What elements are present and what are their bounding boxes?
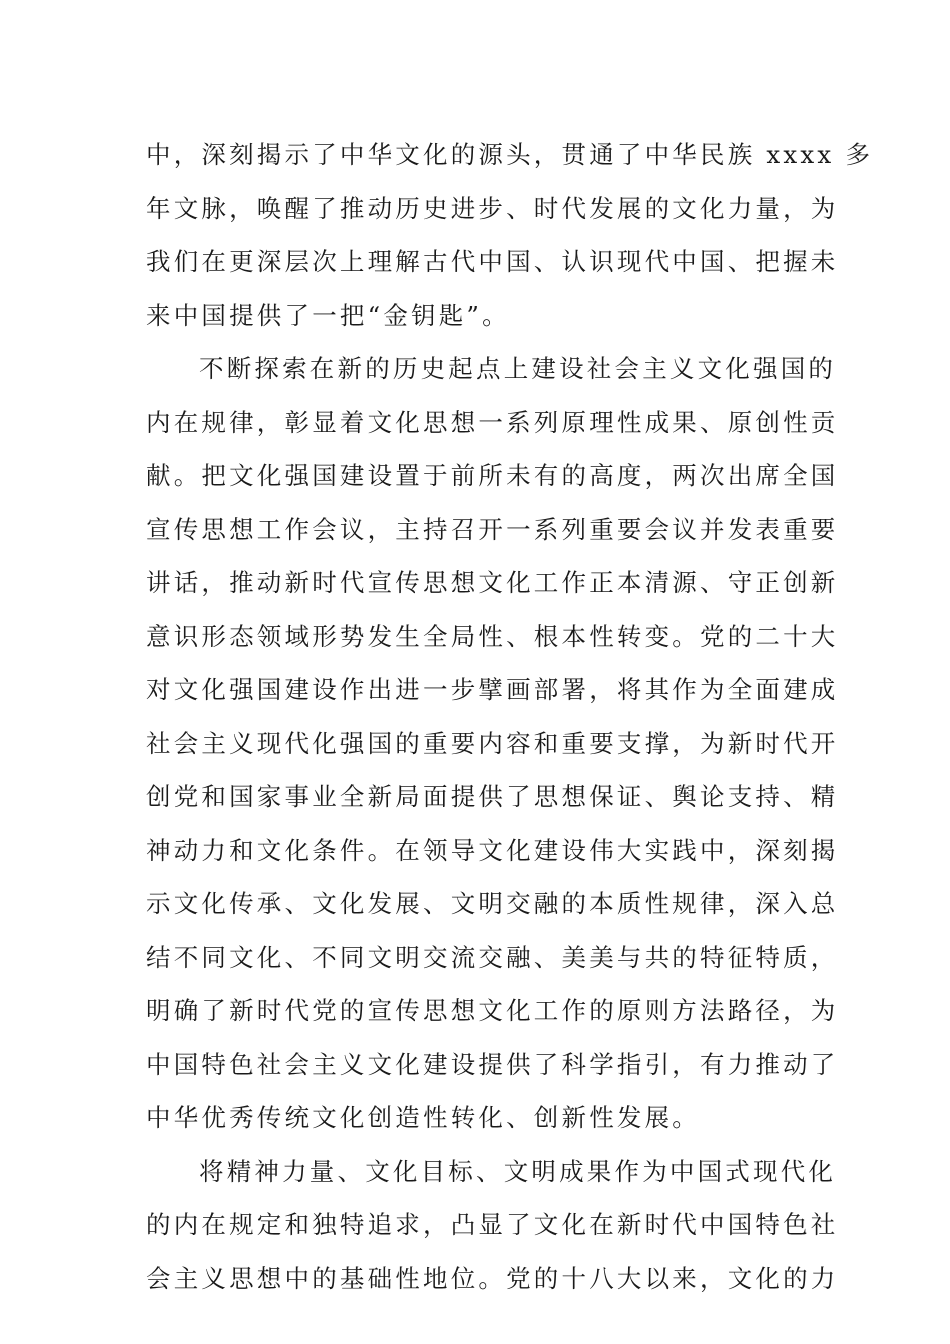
text-line: 中，深刻揭示了中华文化的源头，贯通了中华民族 xxxx 多 xyxy=(146,140,874,169)
text-line: 意识形态领域形势发生全局性、根本性转变。党的二十大 xyxy=(146,621,839,651)
text-line: 结不同文化、不同文明交流交融、美美与共的特征特质， xyxy=(146,942,839,972)
text-line: 内在规律，彰显着文化思想一系列原理性成果、原创性贡 xyxy=(146,407,839,437)
paragraph-2 xyxy=(146,342,839,1145)
document-body xyxy=(146,128,874,1305)
paragraph-3 xyxy=(146,1145,839,1306)
text-line: 中国特色社会主义文化建设提供了科学指引，有力推动了 xyxy=(146,1049,839,1079)
text-line: 会主义思想中的基础性地位。党的十八大以来，文化的力 xyxy=(146,1263,839,1293)
text-line: 示文化传承、文化发展、文明交融的本质性规律，深入总 xyxy=(146,889,839,918)
text-line: 我们在更深层次上理解古代中国、认识现代中国、把握未 xyxy=(146,247,839,276)
text-line: 年文脉，唤醒了推动历史进步、时代发展的文化力量，为 xyxy=(146,193,839,223)
text-line: 对文化强国建设作出进一步擘画部署，将其作为全面建成 xyxy=(146,675,839,704)
text-line: 将精神力量、文化目标、文明成果作为中国式现代化 xyxy=(199,1156,837,1186)
text-line: 献。把文化强国建设置于前所未有的高度，两次出席全国 xyxy=(146,461,839,490)
text-line: 明确了新时代党的宣传思想文化工作的原则方法路径，为 xyxy=(146,996,839,1025)
paragraph-1 xyxy=(146,128,874,342)
text-line: 神动力和文化条件。在领导文化建设伟大实践中，深刻揭 xyxy=(146,835,839,865)
text-line: 不断探索在新的历史起点上建设社会主义文化强国的 xyxy=(199,354,837,383)
text-line: 来中国提供了一把“金钥匙”。 xyxy=(146,300,510,330)
text-line: 社会主义现代化强国的重要内容和重要支撑，为新时代开 xyxy=(146,728,839,758)
text-line: 讲话，推动新时代宣传思想文化工作正本清源、守正创新 xyxy=(146,568,839,597)
text-line: 中华优秀传统文化创造性转化、创新性发展。 xyxy=(146,1103,700,1132)
text-line: 创党和国家事业全新局面提供了思想保证、舆论支持、精 xyxy=(146,782,839,811)
text-line: 宣传思想工作会议，主持召开一系列重要会议并发表重要 xyxy=(146,514,839,544)
text-line: 的内在规定和独特追求，凸显了文化在新时代中国特色社 xyxy=(146,1210,839,1239)
